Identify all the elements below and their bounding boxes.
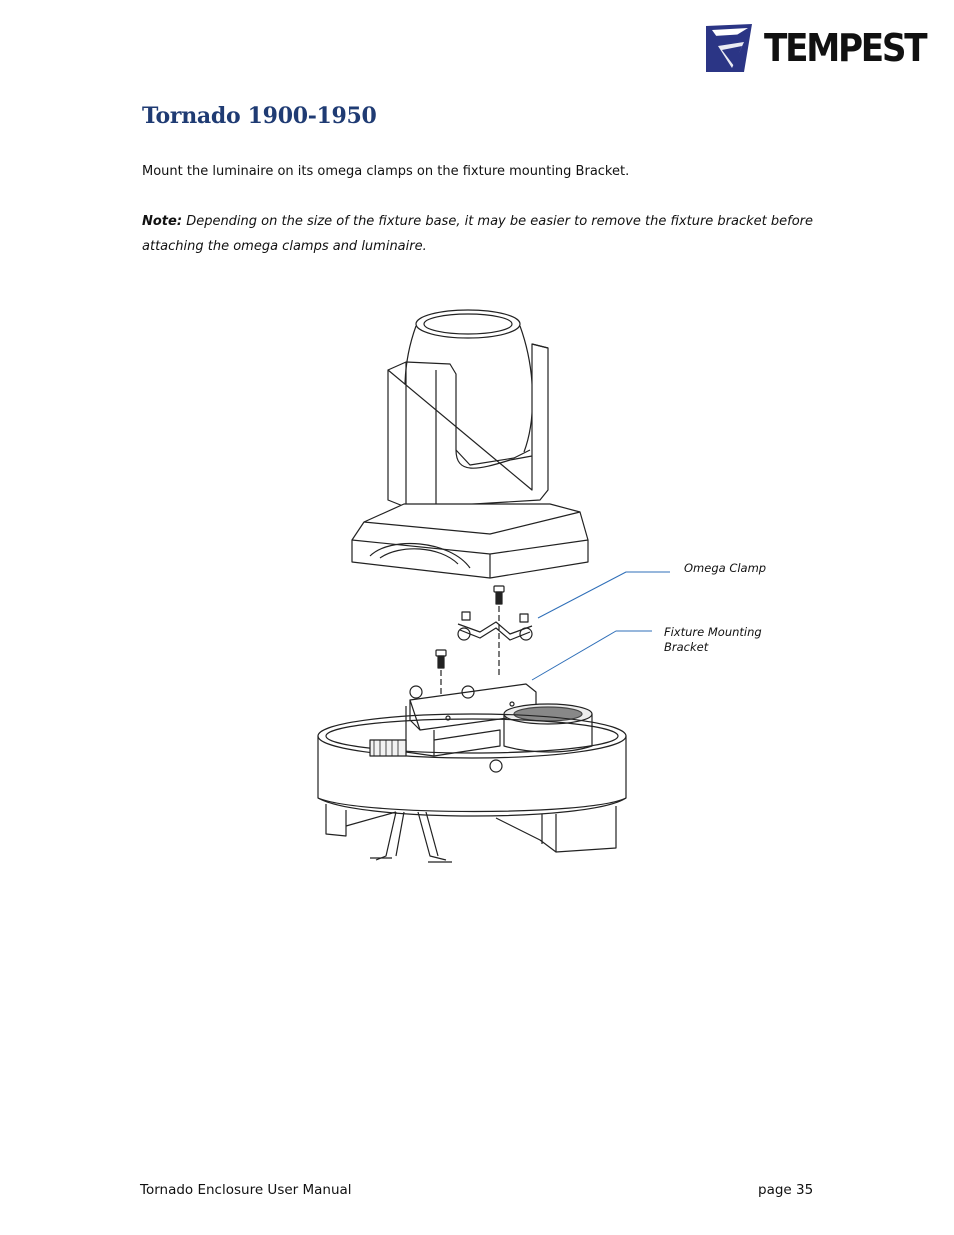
cooling-fan-unit (504, 704, 592, 752)
fixture-mounting-bracket-callout (664, 625, 784, 655)
bracket-callout-line2: Bracket (664, 640, 709, 654)
tempest-logo (702, 22, 926, 76)
section-heading: Tornado 1900-1950 (142, 103, 377, 129)
enclosure-ring (318, 714, 626, 816)
callout-leaders (532, 572, 670, 680)
note-text: Depending on the size of the fixture base, it may be easier to remove the fixture bracket before attaching the omega clamps and luminaire. (142, 214, 814, 254)
omega-clamp-leader (538, 572, 670, 618)
fixture-assembly-illustration (300, 300, 820, 880)
footer-manual-title: Tornado Enclosure User Manual (140, 1182, 352, 1198)
tempest-sail-icon (702, 22, 758, 76)
note-label: Note: (142, 214, 183, 229)
luminaire-base (352, 504, 588, 578)
bracket-callout-line1: Fixture Mounting (664, 625, 762, 639)
omega-clamp-callout: Omega Clamp (684, 561, 767, 575)
upper-omega-clamp (458, 586, 532, 676)
footer-page-number (758, 1182, 813, 1198)
enclosure-legs (326, 804, 616, 862)
luminaire-yoke (388, 344, 548, 508)
lower-bolt (436, 650, 446, 694)
note-paragraph (142, 209, 842, 259)
page-label: page (758, 1182, 792, 1198)
bracket-leader (532, 631, 652, 680)
fixture-mounting-bracket (406, 684, 536, 772)
instruction-paragraph: Mount the luminaire on its omega clamps on the fixture mounting Bracket. (142, 164, 630, 179)
page-number: 35 (796, 1182, 814, 1198)
brand-name: TEMPEST (764, 26, 926, 70)
